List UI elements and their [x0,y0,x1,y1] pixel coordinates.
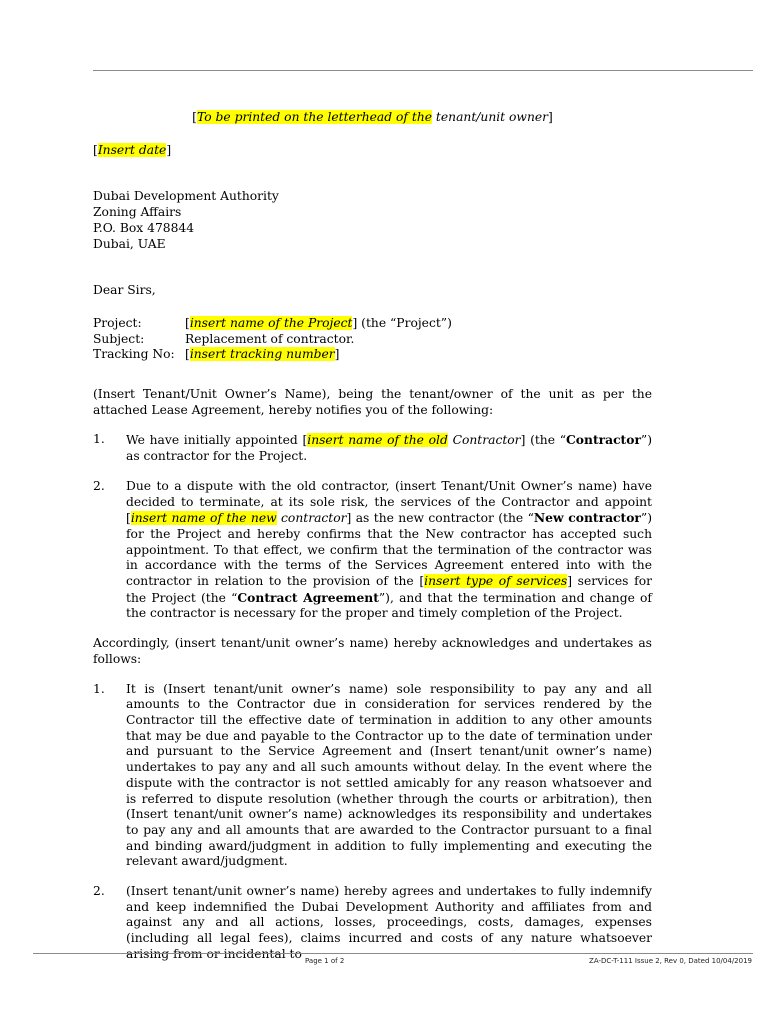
intro-paragraph: (Insert Tenant/Unit Owner’s Name), being the tenant/owner of the unit as per the attached Lease Agreement, hereby notifies you of the following: [93,387,652,417]
address-line: P.O. Box 478844 [93,220,195,235]
project-label: Project: [93,315,142,330]
address-line: Zoning Affairs [93,205,182,220]
subject-block [93,316,652,363]
list-item: 1. We have initially appointed [insert name of the old Contractor] (the “Contractor”) as contractor for the Project. [93,432,653,464]
footer-rule [33,953,753,954]
date-placeholder: [Insert date] [93,142,172,157]
salutation: Dear Sirs, [93,283,156,298]
recipient-address [93,189,652,252]
letterhead-placeholder: To be printed on the letterhead of the [196,110,433,124]
address-line: Dubai Development Authority [93,189,279,204]
letter-body [93,110,652,963]
subject-value: Replacement of contractor. [185,331,355,346]
list-item: 2. Due to a dispute with the old contractor, (insert Tenant/Unit Owner’s name) have decided to terminate, at its sole risk, the services of the Contractor and appoint [insert name of the new contractor] as the new contractor (the “New contractor”) for the Project and hereby confirms that the New contractor has accepted such appointment. To that effect, we confirm that the termination of the contractor was in accordance with the terms of the Services Agreement entered into with the contractor in relation to the provision of the [insert type of services] services for the Project (the “Contract Agreement”), and that the termination and change of the contractor is necessary for the proper and timely completion of the Project. [93,478,653,621]
subject-label: Subject: [93,331,145,346]
tracking-value: [insert tracking number] [185,347,340,362]
header-rule [93,70,753,71]
page-number: Page 1 of 2 [305,957,345,965]
letterhead-instruction: [To be printed on the letterhead of the tenant/unit owner] [192,110,553,124]
list-item: 1. It is (Insert tenant/unit owner’s name) sole responsibility to pay any and all amounts to the Contractor due in consideration for services rendered by the Contractor till the effective date of termination in addition to any other amounts that may be due and payable to the Contractor up to the date of termination under and pursuant to the Service Agreement and (Insert tenant/unit owner’s name) undertakes to pay any and all such amounts without delay. In the event where the dispute with the contractor is not settled amicably for any reason whatsoever and is referred to dispute resolution (whether through the courts or arbitration), then (Insert tenant/unit owner’s name) acknowledges its responsibility and undertakes to pay any and all amounts that are awarded to the Contractor pursuant to a final and binding award/judgment in addition to fully implementing and executing the relevant award/judgment. [93,681,652,869]
project-value: [insert name of the Project] (the “Project”) [185,315,452,330]
document-reference: ZA-DC-T-111 Issue 2, Rev 0, Dated 10/04/2019 [589,957,752,965]
address-line: Dubai, UAE [93,236,166,251]
accordingly-paragraph: Accordingly, (insert tenant/unit owner’s name) hereby acknowledges and undertakes as follows: [93,636,652,666]
list-item: 2. (Insert tenant/unit owner’s name) hereby agrees and undertakes to fully indemnify and keep indemnified the Dubai Development Authority and affiliates from and against any and all actions, losses, proceedings, costs, damages, expenses (including all legal fees), claims incurred and costs of any nature whatsoever [93,884,652,946]
tracking-label: Tracking No: [93,347,175,362]
